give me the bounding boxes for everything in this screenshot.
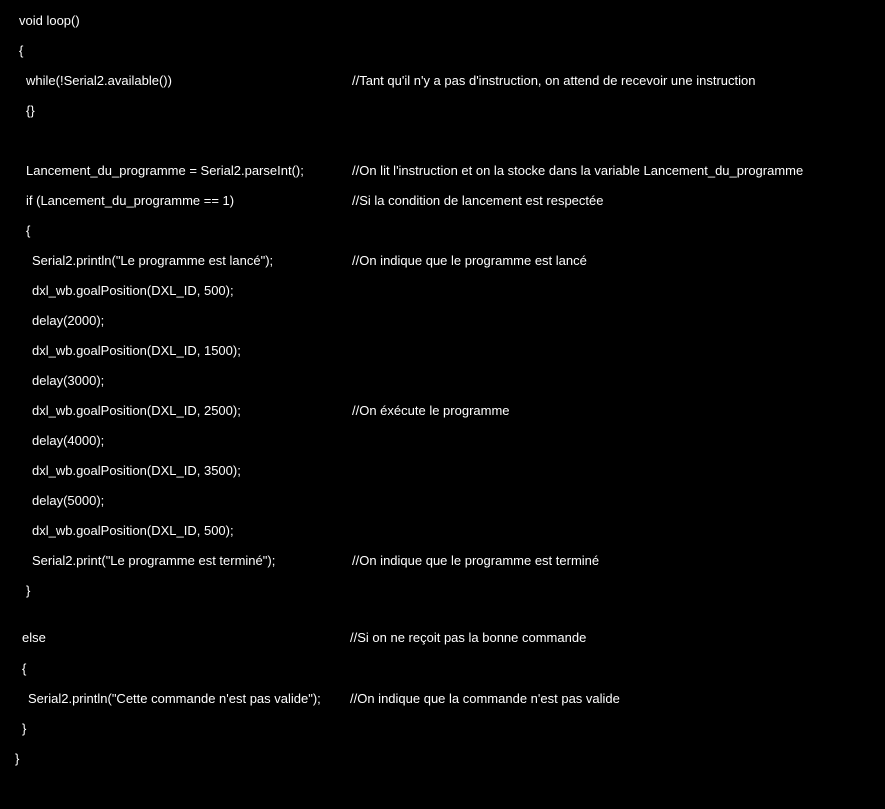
code-line [0, 101, 885, 121]
code-line [0, 161, 885, 181]
code-line [0, 11, 885, 31]
code-line [0, 551, 885, 571]
code-text: } [26, 583, 31, 598]
code-text: else [22, 630, 46, 645]
code-text: dxl_wb.goalPosition(DXL_ID, 3500); [32, 463, 241, 478]
code-line [0, 749, 885, 769]
code-line [0, 251, 885, 271]
code-text: delay(2000); [32, 313, 105, 328]
code-text: Lancement_du_programme = Serial2.parseInt(); [26, 163, 304, 178]
code-text: { [22, 661, 27, 676]
code-text: Serial2.println("Le programme est lancé"); [32, 253, 274, 268]
code-line [0, 491, 885, 511]
code-line [0, 191, 885, 211]
code-line [0, 581, 885, 601]
code-comment: //On indique que le programme est terminé [352, 553, 600, 568]
code-line [0, 71, 885, 91]
code-text: dxl_wb.goalPosition(DXL_ID, 500); [32, 523, 234, 538]
code-line [0, 689, 885, 709]
code-line [0, 659, 885, 679]
code-line [0, 371, 885, 391]
code-comment: //Tant qu'il n'y a pas d'instruction, on attend de recevoir une instruction [352, 73, 756, 88]
code-comment: //Si on ne reçoit pas la bonne commande [350, 630, 587, 645]
code-text: void loop() [19, 13, 80, 28]
code-line [0, 401, 885, 421]
code-line [0, 719, 885, 739]
code-text: } [22, 721, 27, 736]
code-line [0, 461, 885, 481]
code-comment: //On éxécute le programme [352, 403, 510, 418]
code-text: dxl_wb.goalPosition(DXL_ID, 2500); [32, 403, 241, 418]
code-comment: //Si la condition de lancement est respectée [352, 193, 604, 208]
code-text: delay(4000); [32, 433, 105, 448]
code-text: if (Lancement_du_programme == 1) [26, 193, 235, 208]
code-comment: //On indique que la commande n'est pas valide [350, 691, 620, 706]
code-text: while(!Serial2.available()) [26, 73, 172, 88]
code-text: delay(3000); [32, 373, 105, 388]
code-text: dxl_wb.goalPosition(DXL_ID, 500); [32, 283, 234, 298]
code-line [0, 628, 885, 648]
code-text: delay(5000); [32, 493, 105, 508]
code-text: Serial2.print("Le programme est terminé"); [32, 553, 276, 568]
code-text: { [26, 223, 31, 238]
code-line [0, 341, 885, 361]
code-text: dxl_wb.goalPosition(DXL_ID, 1500); [32, 343, 241, 358]
code-text: } [15, 751, 20, 766]
code-comment: //On indique que le programme est lancé [352, 253, 587, 268]
code-line [0, 221, 885, 241]
code-text: Serial2.println("Cette commande n'est pas valide"); [28, 691, 321, 706]
code-text: {} [26, 103, 35, 118]
code-line [0, 41, 885, 61]
code-line [0, 281, 885, 301]
code-line [0, 521, 885, 541]
code-line [0, 311, 885, 331]
code-text: { [19, 43, 24, 58]
code-comment: //On lit l'instruction et on la stocke dans la variable Lancement_du_programme [352, 163, 804, 178]
code-line [0, 431, 885, 451]
